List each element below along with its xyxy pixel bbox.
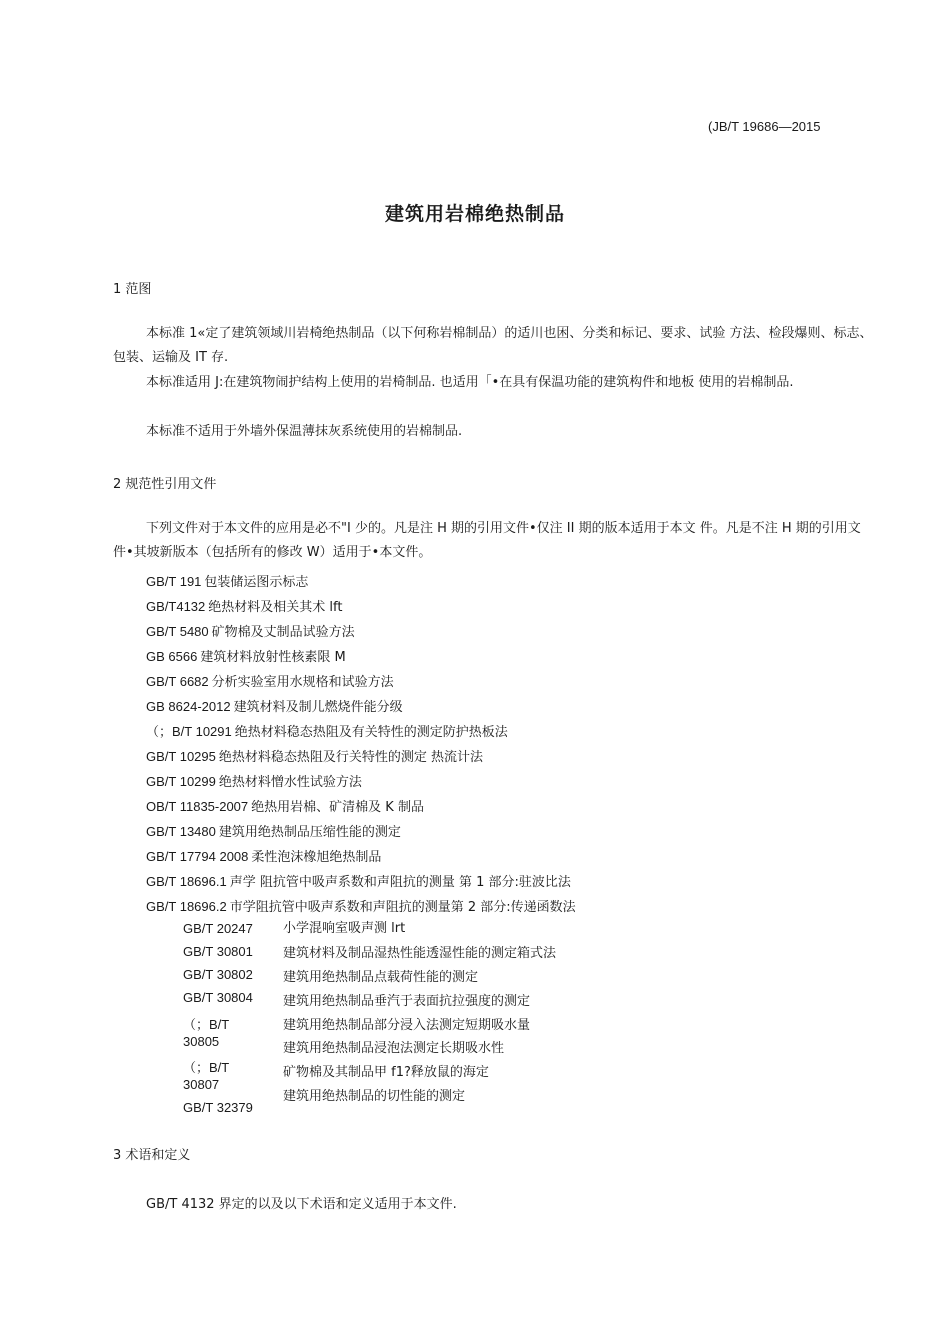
reference-item	[146, 819, 576, 844]
reference-item	[146, 894, 576, 919]
reference-title: 包装储运图示标志	[204, 575, 309, 590]
reference-title: 市学阻抗管中吸声系数和声阻抗的测量第 2 部分:传递函数法	[229, 900, 576, 915]
reference-title: 建筑用绝热制品部分浸入法测定短期吸水量	[283, 1018, 531, 1033]
reference-title: 绝热材料稳态热阻及有关特性的测定防护热板法	[234, 725, 508, 740]
reference-item	[146, 594, 576, 619]
reference-title: 建筑用绝热制品压缩性能的测定	[218, 825, 401, 840]
reference-title: 建筑材料及制品湿热性能透湿性能的测定箱式法	[283, 946, 557, 961]
reference-code: GB/T 30804	[183, 990, 253, 1005]
reference-title: 建筑用绝热制品点载荷性能的测定	[283, 970, 479, 985]
reference-title: 建筑材料及制儿燃烧件能分级	[233, 700, 403, 715]
reference-code: GB/T 32379	[183, 1100, 253, 1115]
reference-item	[146, 769, 576, 794]
references-list	[146, 569, 576, 919]
reference-code: GB/T 30802	[183, 967, 253, 982]
standard-number: (JB/T 19686—2015	[708, 119, 821, 134]
reference-title: 绝热用岩棉、矿清棉及 K 制品	[251, 800, 424, 815]
reference-code: GB 8624-2012	[146, 699, 231, 714]
reference-item	[146, 869, 576, 894]
reference-title: 柔性泡沫橡旭绝热制品	[251, 850, 382, 865]
reference-code: GB/T 18696.1	[146, 874, 227, 889]
section-2-intro: 下列文件对于本文件的应用是必不"I 少的。凡是注 H 期的引用文件•仅注 II 期的版本适用于本文 件。凡是不注 H 期的引用文件•其坡新版本（包括所有的修改 W）适用于•本文件。	[113, 521, 861, 560]
reference-code: GB/T 6682	[146, 674, 209, 689]
reference-code: GB/T 30801	[183, 944, 253, 959]
reference-item	[146, 719, 576, 744]
reference-item	[146, 844, 576, 869]
reference-code: GB/T 17794 2008	[146, 849, 249, 864]
reference-title: 建筑材料放射性核素限 M	[200, 650, 346, 665]
section-2-heading: 2 规范性引用文件	[113, 477, 217, 492]
section-1-paragraph: 本标准适用 J:在建筑物闹护结构上使用的岩椅制品. 也适用「•在具有保温功能的建筑构件和地板 使用的岩棉制品.	[146, 375, 794, 390]
reference-code: GB/T 5480	[146, 624, 209, 639]
document-title: 建筑用岩棉绝热制品	[384, 203, 565, 225]
reference-item	[146, 744, 576, 769]
reference-title: 小学混响室吸声测 lrt	[283, 921, 406, 936]
reference-item	[146, 644, 576, 669]
reference-item	[146, 669, 576, 694]
reference-item	[146, 694, 576, 719]
reference-title: 分析实验室用水规格和试验方法	[211, 675, 394, 690]
reference-title: 绝热材料及相关其术 lft	[208, 600, 343, 615]
reference-title: 矿物棉及其制品甲 f1?释放鼠的海定	[283, 1065, 489, 1080]
reference-code: （；B/T 10291	[146, 724, 232, 739]
reference-item	[146, 569, 576, 594]
reference-code: GB/T 10299	[146, 774, 216, 789]
reference-code: GB/T 191	[146, 574, 202, 589]
section-1-paragraph: 本标准不适用于外墙外保温薄抹灰系统使用的岩棉制品.	[146, 424, 463, 439]
reference-title: 绝热材料稳态热阻及行关特性的测定 热流计法	[218, 750, 484, 765]
reference-title: 建筑用绝热制品垂汽于表面抗拉强度的测定	[283, 994, 531, 1009]
reference-item	[146, 619, 576, 644]
reference-title: 建筑用绝热制品浸泡法测定长期吸水性	[283, 1041, 505, 1056]
reference-title: 绝热材料憎水性试验方法	[218, 775, 362, 790]
reference-code: （；B/T 30807	[183, 1060, 230, 1092]
reference-code: （；B/T 30805	[183, 1017, 230, 1049]
reference-title: 矿物棉及丈制品试验方法	[211, 625, 355, 640]
reference-title: 声学 阻抗管中吸声系数和声阻抗的测量 第 1 部分:驻波比法	[229, 875, 571, 890]
reference-title: 建筑用绝热制品的切性能的测定	[283, 1089, 466, 1104]
section-1-heading: 1 范图	[113, 282, 152, 297]
reference-code: GB/T 13480	[146, 824, 216, 839]
reference-item	[146, 794, 576, 819]
reference-code: OB/T 11835-2007	[146, 799, 249, 814]
reference-code: GB/T 20247	[183, 921, 253, 936]
section-3-text: GB/T 4132 界定的以及以下术语和定义适用于本文件.	[146, 1197, 457, 1212]
reference-code: GB/T4132	[146, 599, 206, 614]
reference-code: GB/T 18696.2	[146, 899, 227, 914]
section-1-paragraph: 本标准 1«定了建筑领域川岩椅绝热制品（以下何称岩棉制品）的适川也困、分类和标记、要求、试验 方法、检段爆则、标志、包装、运输及 IT 存.	[113, 326, 873, 365]
reference-code: GB 6566	[146, 649, 198, 664]
section-3-heading: 3 术语和定义	[113, 1148, 191, 1163]
reference-code: GB/T 10295	[146, 749, 216, 764]
